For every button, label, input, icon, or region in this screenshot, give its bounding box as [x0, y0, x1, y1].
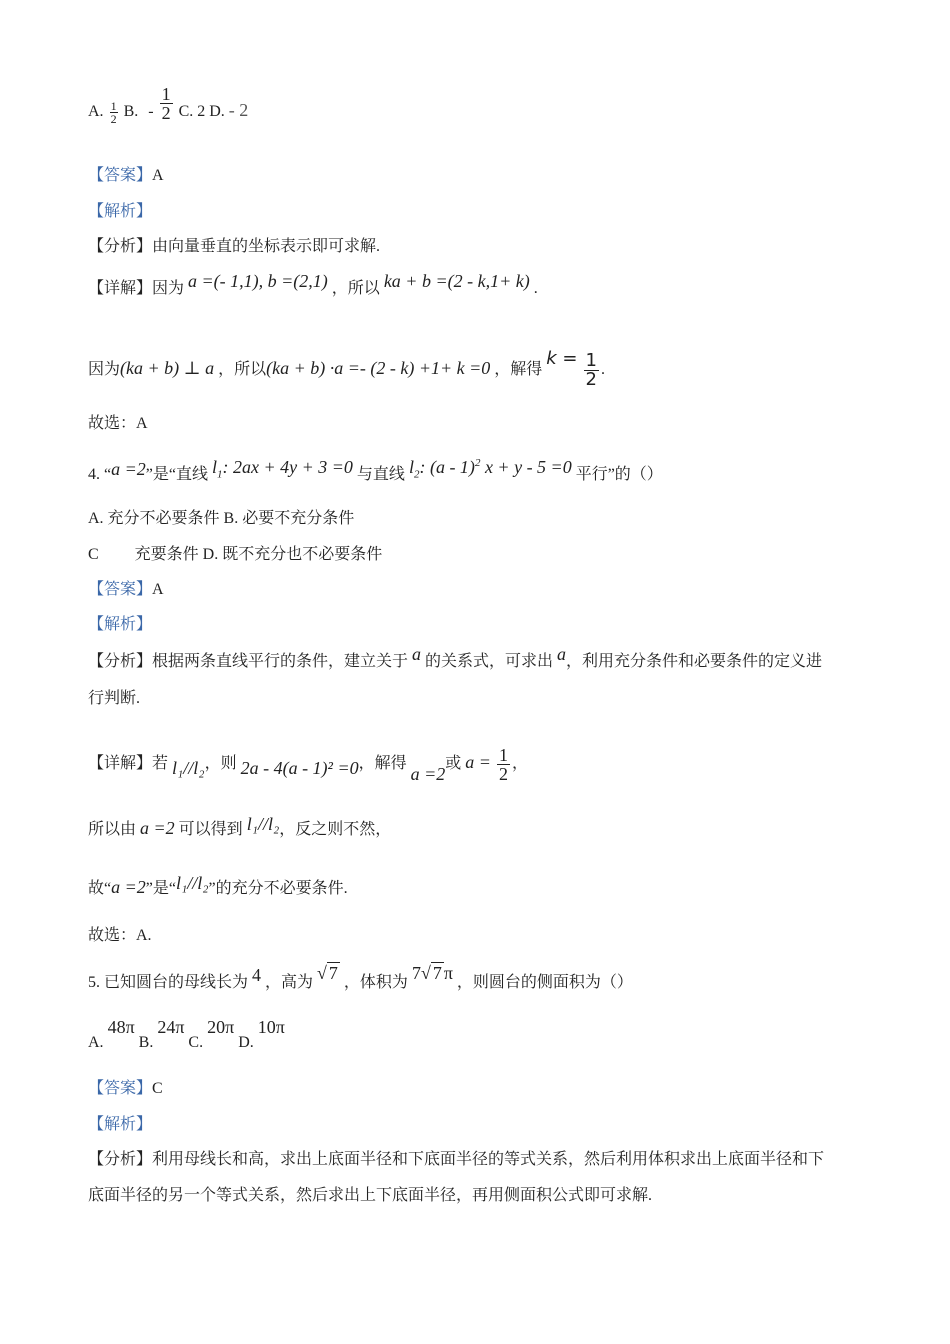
- cond: a =2: [111, 459, 146, 479]
- sol2: a =: [465, 752, 491, 773]
- dot: .: [533, 280, 538, 297]
- line-a-mid: 可以得到: [178, 821, 243, 838]
- opt-a-label: A.: [88, 1034, 104, 1051]
- opt-d: 10π: [257, 1017, 285, 1037]
- stem-mid2: 与直线: [356, 466, 405, 483]
- ruo: 若: [152, 755, 169, 773]
- stem-mid2: ，体积为: [343, 974, 408, 991]
- answer-tag: 【答案】: [88, 1080, 153, 1097]
- var-a: a: [412, 644, 422, 664]
- dot-eq: (ka + b) ·a =- (2 - k) +1+ k =0: [266, 358, 491, 379]
- q5-stem: [88, 963, 633, 993]
- fenxi-2: 的关系式，可求出: [425, 653, 554, 670]
- q4-opt-cd: [88, 545, 382, 565]
- volume: 7√ 7 π: [411, 963, 453, 983]
- period: .: [600, 361, 605, 379]
- line-b-end: ”的充分不必要条件.: [208, 880, 348, 897]
- answer-tag: 【答案】: [88, 167, 153, 184]
- stem-mid1: ”是“直线: [145, 466, 208, 483]
- guxuan: 故选：A: [88, 415, 148, 432]
- q3-xiangjie: [88, 271, 538, 299]
- line-b-cond: a =2: [111, 877, 146, 897]
- xiangjie-tag: 【详解】: [88, 280, 153, 297]
- jiexi-tag: 【解析】: [88, 203, 153, 220]
- fenxi-3: ，利用充分条件和必要条件的定义进: [566, 653, 823, 670]
- eq1: 2a - 4(a - 1)² =0: [240, 758, 359, 779]
- q3-guxuan: [88, 414, 148, 434]
- xiangjie-tag: 【详解】: [88, 755, 153, 773]
- answer-tag: 【答案】: [88, 581, 153, 598]
- answer-value: C: [152, 1080, 163, 1097]
- l2-eq: : (a - 1)$^2$ x + y - 5 =0: [419, 457, 572, 477]
- line2-pre: 因为: [88, 361, 121, 379]
- line-a-pre: 所以由: [88, 821, 137, 838]
- opt-ab: A. 充分不必要条件 B. 必要不充分条件: [88, 510, 355, 527]
- line-a-cond: a =2: [140, 818, 175, 838]
- q4-xiangjie: [88, 746, 528, 783]
- len: 4: [252, 965, 262, 985]
- q5-fenxi: [88, 1150, 824, 1170]
- answer-value: A: [152, 581, 164, 598]
- line-b-par: l₁//l₂: [175, 873, 209, 893]
- comma: ，: [511, 755, 528, 773]
- q4-line-a: [88, 814, 392, 840]
- q3-line2: [88, 348, 605, 390]
- vector-sum: ka + b =(2 - k,1+ k): [383, 271, 530, 291]
- jiede: ，解得: [358, 755, 407, 773]
- stem-pre: 5. 已知圆台的母线长为: [88, 974, 249, 991]
- q4-answer: [88, 580, 164, 600]
- q5-jiexi: [88, 1115, 152, 1135]
- q3-jiexi: [88, 202, 152, 222]
- q5-answer: [88, 1079, 163, 1099]
- option-d-value: - 2: [228, 100, 249, 121]
- fenxi-1: 根据两条直线平行的条件，建立关于: [152, 653, 409, 670]
- q4-stem: [88, 459, 663, 491]
- fenxi-tag: 【分析】: [88, 1151, 153, 1168]
- option-d-label: D.: [209, 103, 225, 121]
- l1-eq: : 2ax + 4y + 3 =0: [222, 457, 353, 477]
- fenxi-tag: 【分析】: [88, 653, 153, 670]
- q4-line-b: [88, 873, 348, 899]
- line2-solve: ，解得: [494, 361, 543, 379]
- guxuan: 故选：A.: [88, 927, 152, 944]
- q5-fenxi-line2: [88, 1186, 652, 1206]
- jiexi-tag: 【解析】: [88, 616, 153, 633]
- opt-b-label: B.: [138, 1034, 154, 1051]
- height-sqrt: √ 7: [317, 963, 338, 983]
- parallel-expr: l₁//l₂: [172, 758, 205, 779]
- option-c-label: C. 2: [178, 103, 206, 121]
- fenxi-tag: 【分析】: [88, 238, 153, 255]
- opt-b: 24π: [157, 1017, 185, 1037]
- fenxi-1: 利用母线长和高，求出上底面半径和下底面半径的等式关系，然后利用体积求出上底面半径和下: [152, 1151, 825, 1168]
- option-a-fraction: $\frac{1}{2}$: [110, 99, 117, 126]
- ze: ，则: [204, 755, 237, 773]
- stem-end: ，则圆台的侧面积为（）: [456, 974, 633, 991]
- l2: $l_2$: [408, 457, 420, 481]
- k-fraction: $\frac{1}{2}$: [585, 350, 597, 390]
- stem-end: 平行”的（）: [575, 466, 663, 483]
- line-a-par: l₁//l₂: [246, 814, 280, 834]
- opt-c-label: C.: [188, 1034, 204, 1051]
- l1: $l_1$: [211, 457, 223, 481]
- q3-fenxi: [88, 237, 380, 257]
- sol1: a =2: [410, 764, 446, 785]
- stem-pre: 4. “: [88, 466, 112, 483]
- option-b-sign: -: [148, 103, 154, 121]
- q4-jiexi: [88, 615, 152, 635]
- q3-options: [88, 84, 249, 126]
- opt-c-label: C: [88, 546, 99, 563]
- xiangjie-pre: 因为: [152, 280, 185, 297]
- option-b-fraction: $\frac{1}{2}$: [161, 84, 171, 123]
- stem-mid1: ，高为: [265, 974, 314, 991]
- opt-c: 20π: [207, 1017, 235, 1037]
- option-a-label: A.: [88, 103, 104, 121]
- fenxi-text: 由向量垂直的坐标表示即可求解.: [152, 238, 381, 255]
- q4-fenxi: [88, 644, 823, 672]
- option-b-label: B.: [123, 103, 139, 121]
- line-b-mid: ”是“: [145, 880, 176, 897]
- fenxi-line2: 行判断.: [88, 690, 141, 707]
- q4-opt-ab: [88, 509, 354, 529]
- k-eq: k =: [546, 348, 578, 370]
- jiexi-tag: 【解析】: [88, 1116, 153, 1133]
- line2-mid: ，所以: [218, 361, 267, 379]
- opt-d-label: D.: [238, 1034, 254, 1051]
- q3-answer: [88, 166, 164, 186]
- vector-a-b: a =(- 1,1), b =(2,1): [188, 271, 328, 291]
- perp-expr: (ka + b) ⊥ a: [120, 358, 215, 379]
- line-b-pre: 故“: [88, 880, 112, 897]
- huo: 或: [445, 755, 462, 773]
- suoyi: ，所以: [331, 280, 380, 297]
- answer-value: A: [152, 167, 164, 184]
- opt-cd: 充要条件 D. 既不充分也不必要条件: [134, 546, 383, 563]
- var-a-2: a: [557, 644, 567, 664]
- opt-a: 48π: [107, 1017, 135, 1037]
- fenxi-2: 底面半径的另一个等式关系，然后求出上下底面半径，再用侧面积公式即可求解.: [88, 1187, 653, 1204]
- q4-guxuan: [88, 926, 152, 946]
- q5-options: [88, 1017, 285, 1053]
- sol2-fraction: $\frac{1}{2}$: [498, 745, 508, 784]
- q4-fenxi-line2: [88, 689, 140, 709]
- line-a-end: ，反之则不然，: [279, 821, 392, 838]
